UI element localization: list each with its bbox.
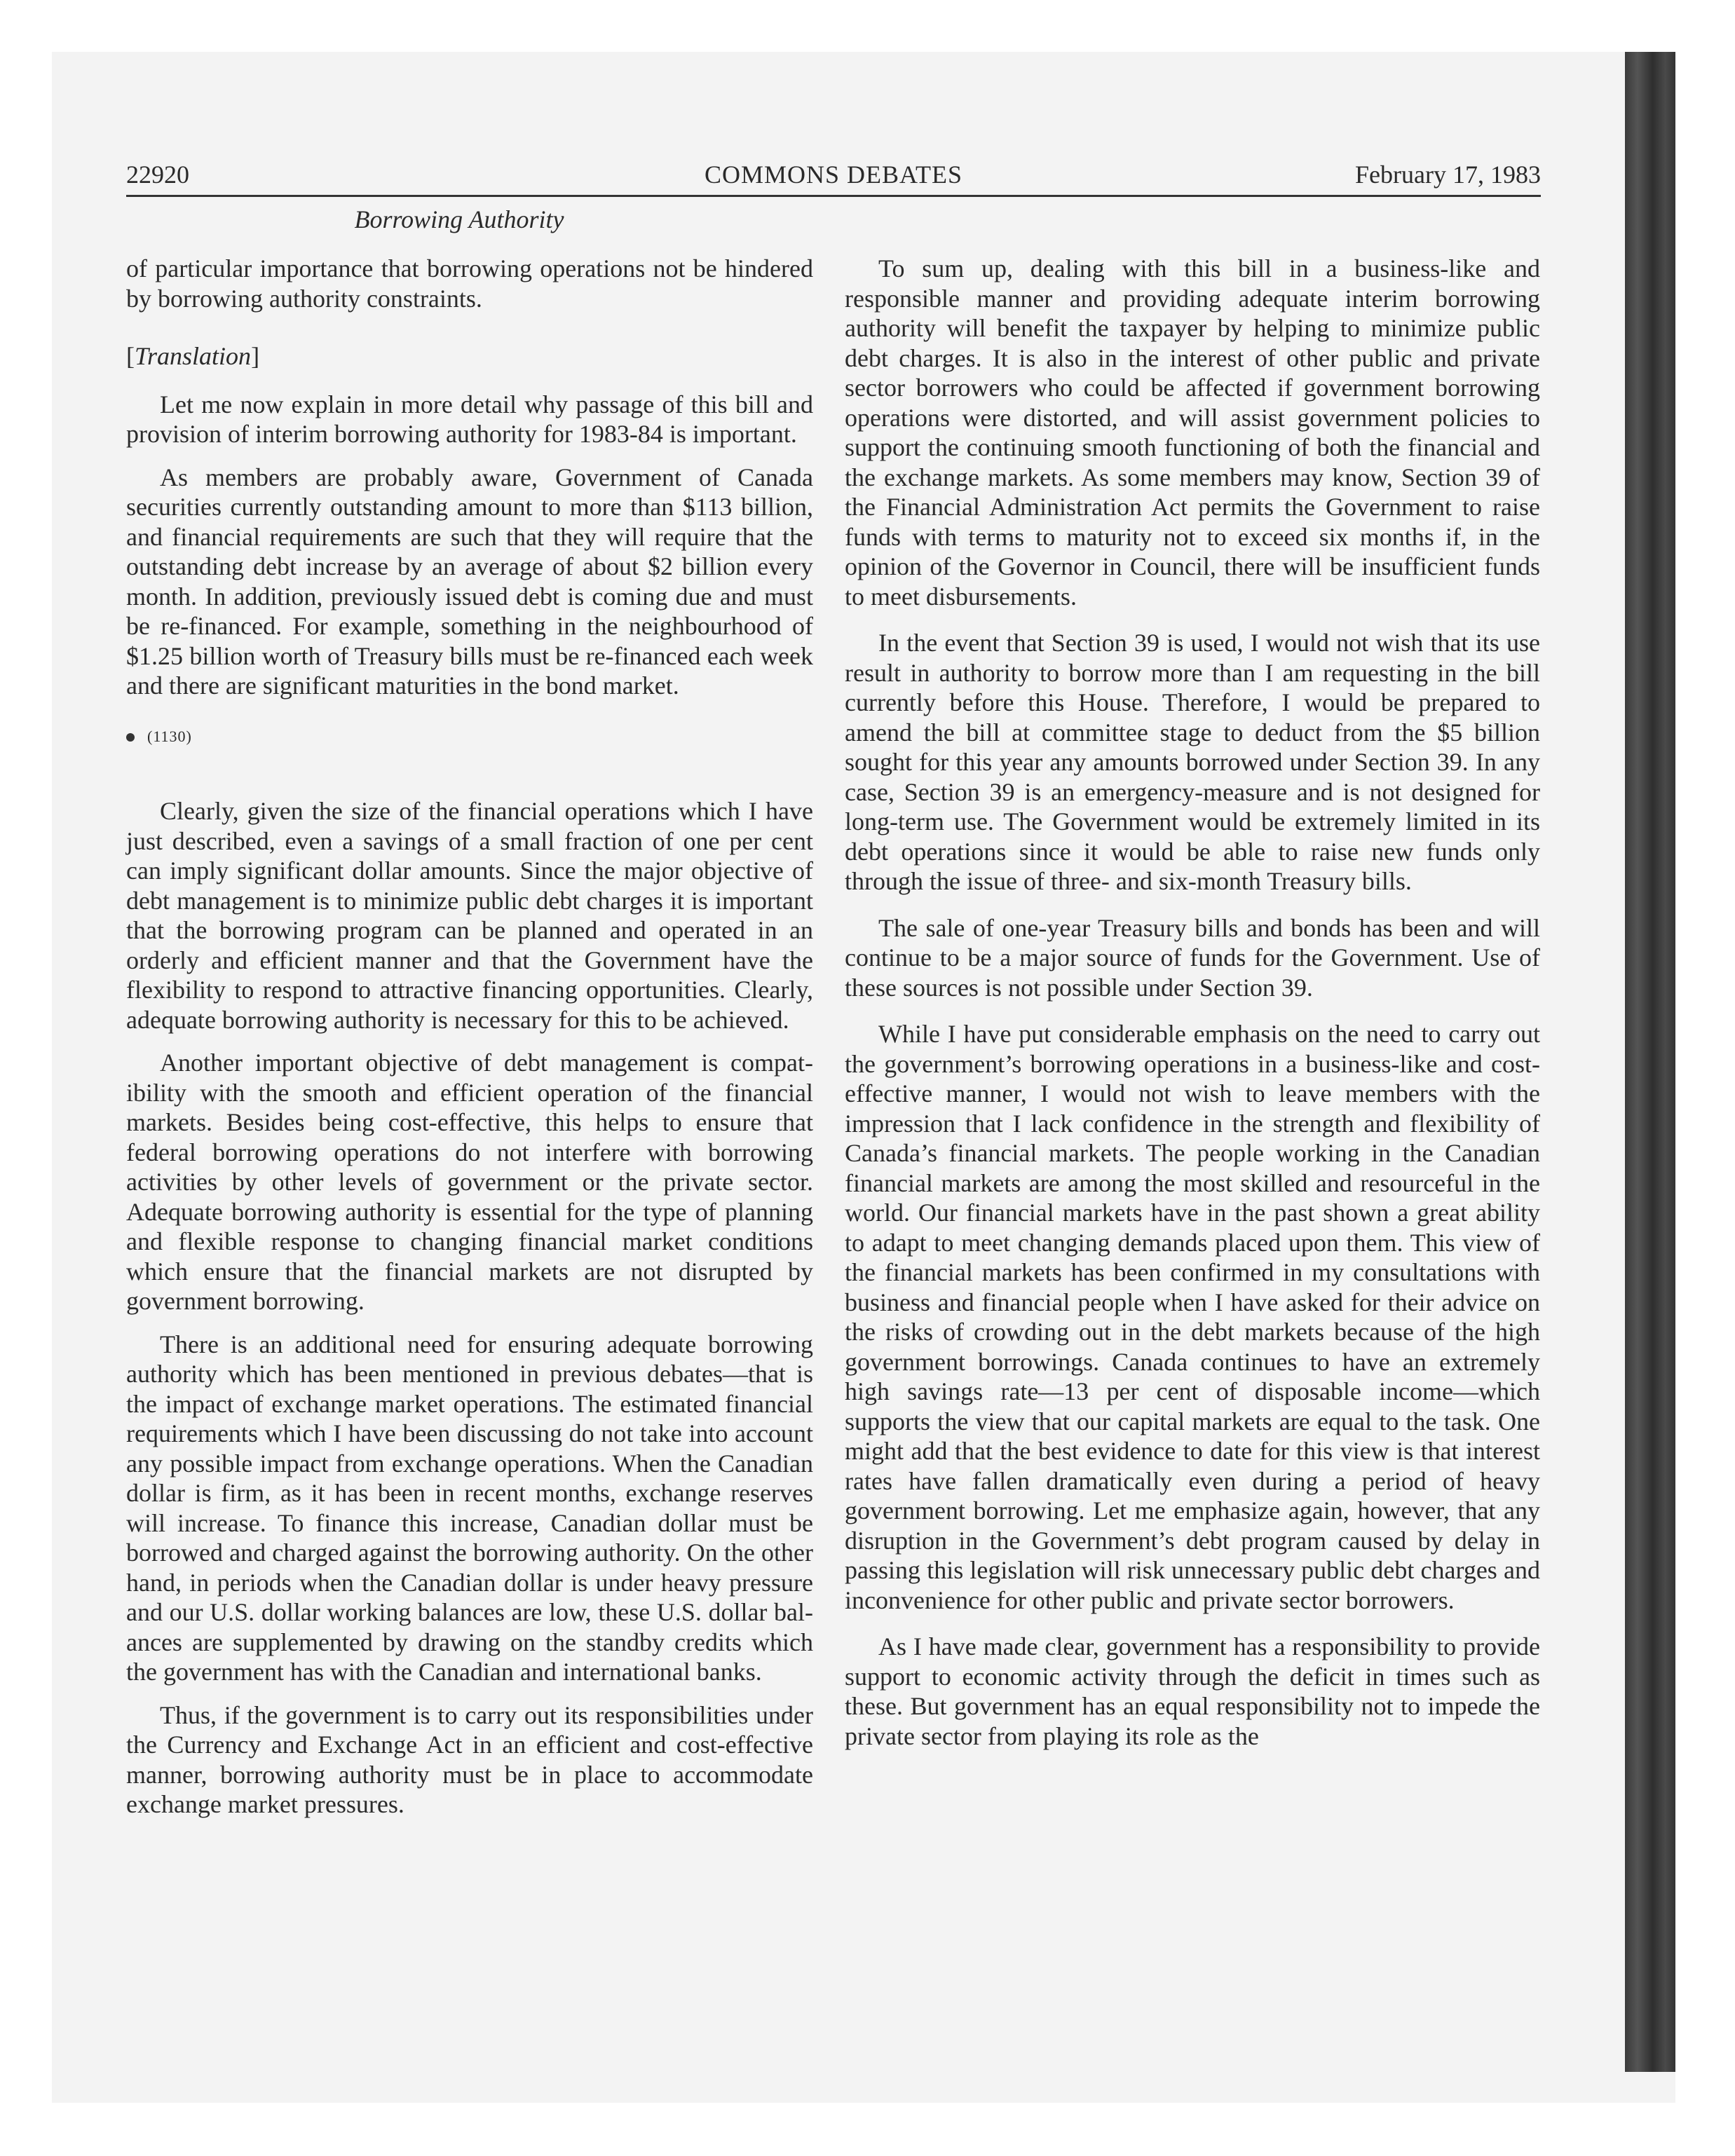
header-date: February 17, 1983 xyxy=(1355,161,1541,189)
paragraph: Let me now explain in more detail why passage of this bill and provision of interim borrowing authority for 1983-84 is important. xyxy=(126,390,813,448)
paragraph: In the event that Section 39 is used, I would not wish that its use result in authority to borrow more than I am requesting in the bill currently before this House. Therefore, I would be prepared to amend the bill at committee stage to deduct from the $5 billion sought for this year any amounts borrowed under Section 39. In any case, Section 39 is an emergency-measure and is not designed for long-term use. The Government would be extremely limited in its debt operations since it would be able to raise new funds only through the issue of three- and six-month Treasury bills. xyxy=(845,629,1540,895)
page-number: 22920 xyxy=(126,161,189,189)
right-column xyxy=(845,254,1540,1764)
paragraph: Thus, if the government is to carry out its responsibilities under the Currency and Exchange Act in an efficient and cost-effective manner, borrowing authority must be in place to accommodate exchange market pressures. xyxy=(126,1700,813,1818)
paragraph: To sum up, dealing with this bill in a business-like and responsible manner and providing adequate interim borrowing authority will benefit the taxpayer by helping to minimize public debt charges. It is also in the interest of other public and private sector borrowers who could be affected if government borrowing operations were distorted, and will assist government policies to support the continuing smooth functioning of both the financial and the exchange markets. As some members may know, Section 39 of the Financial Administration Act permits the Government to raise funds with terms to maturity not to exceed six months if, in the opinion of the Governor in Council, there will be insufficient funds to meet disbursements. xyxy=(845,254,1540,610)
paragraph: Another important objective of debt management is compatibility with the smooth and efficient operation of the financial markets. Besides being cost-effective, this helps to ensure that federal borrowing operations do not interfere with borrowing activities by other levels of government or the private sector. Adequate borrowing authority is essential for the type of planning and flexible response to changing financial market conditions which ensure that the financial markets are not disrupted by government borrowing. xyxy=(126,1049,813,1315)
bullet-dot-icon xyxy=(126,733,135,742)
journal-title: COMMONS DEBATES xyxy=(704,161,963,189)
paragraph: The sale of one-year Treasury bills and bonds has been and will continue to be a major source of funds for the Government. Use of these sources is not possible under Section 39. xyxy=(845,913,1540,1002)
binding-edge xyxy=(1625,52,1675,2072)
translation-marker: [Translation] xyxy=(126,342,260,370)
paragraph: of particular importance that borrowing operations not be hindered by borrowing authority constraints. xyxy=(126,254,813,313)
timestamp: (1130) xyxy=(147,727,192,745)
paragraph: As I have made clear, government has a responsibility to provide support to economic activity through the deficit in times such as these. But government has an equal responsibility not to impede the private sector from playing its role as the xyxy=(845,1632,1540,1750)
paragraph: There is an additional need for ensuring adequate borrowing authority which has been mentioned in previous debates—that is the impact of exchange market operations. The estimated financial requirements which I have been discussing do not take into account any possible impact from exchange operations. When the Canadian dollar is firm, as it has been in recent months, exchange reserves will increase. To finance this increase, Canadian dollar must be borrowed and charged against the borrowing authority. On the other hand, in periods when the Canadian dollar is under heavy pressure and our U.S. dollar working balances are low, these U.S. dollar balances are supplemented by drawing on the standby credits which the government has with the Canadian and international banks. xyxy=(126,1330,813,1686)
paragraph: While I have put considerable emphasis on the need to carry out the government’s borrowing operations in a business-like and cost-effective manner, I would not wish to leave members with the impression that I lack confidence in the strength and flexibility of Canada’s financial markets. The people working in the Canadian financial markets are among the most skilled and resourceful in the world. Our financial markets have in the past shown a great ability to adapt to meet changing demands placed upon them. This view of the financial markets has been confirmed in my consultations with business and financial people when I have asked for their advice on the risks of crowding out in the debt markets because of the high government borrowings. Canada continues to have an extremely high savings rate—13 per cent of disposable income—which supports the view that our capital markets are equal to the task. One might add that the best evidence to date for this view is that interest rates have fallen dramatically even during a period of heavy government borrowing. Let me emphasize again, however, that any disruption in the Government’s debt program caused by delay in passing this legislation will risk unnecessary public debt charges and inconvenience for other public and private sector borrowers. xyxy=(845,1020,1540,1614)
timestamp-marker xyxy=(126,722,813,752)
paragraph: Clearly, given the size of the financial operations which I have just described, even a savings of a small fraction of one per cent can imply significant dollar amounts. Since the major objective of debt management is to minimize public debt charges it is important that the borrowing program can be planned and operated in an orderly and efficient manner and that the Government have the flexibility to respond to attractive financing opportunities. Clearly, adequate borrowing authority is necessary for this to be achieved. xyxy=(126,797,813,1034)
left-column xyxy=(126,254,813,1833)
paragraph: As members are probably aware, Government of Canada securities currently outstanding amount to more than $113 billion, and financial requirements are such that they will require that the outstanding debt increase by an average of about $2 billion every month. In addition, previously issued debt is coming due and must be re-financed. For example, something in the neighbourhood of $1.25 billion worth of Treasury bills must be re-financed each week and there are significant maturities in the bond market. xyxy=(126,463,813,700)
translation-label: Translation xyxy=(135,342,252,370)
section-subheading: Borrowing Authority xyxy=(354,205,564,233)
page-header xyxy=(126,160,1541,197)
